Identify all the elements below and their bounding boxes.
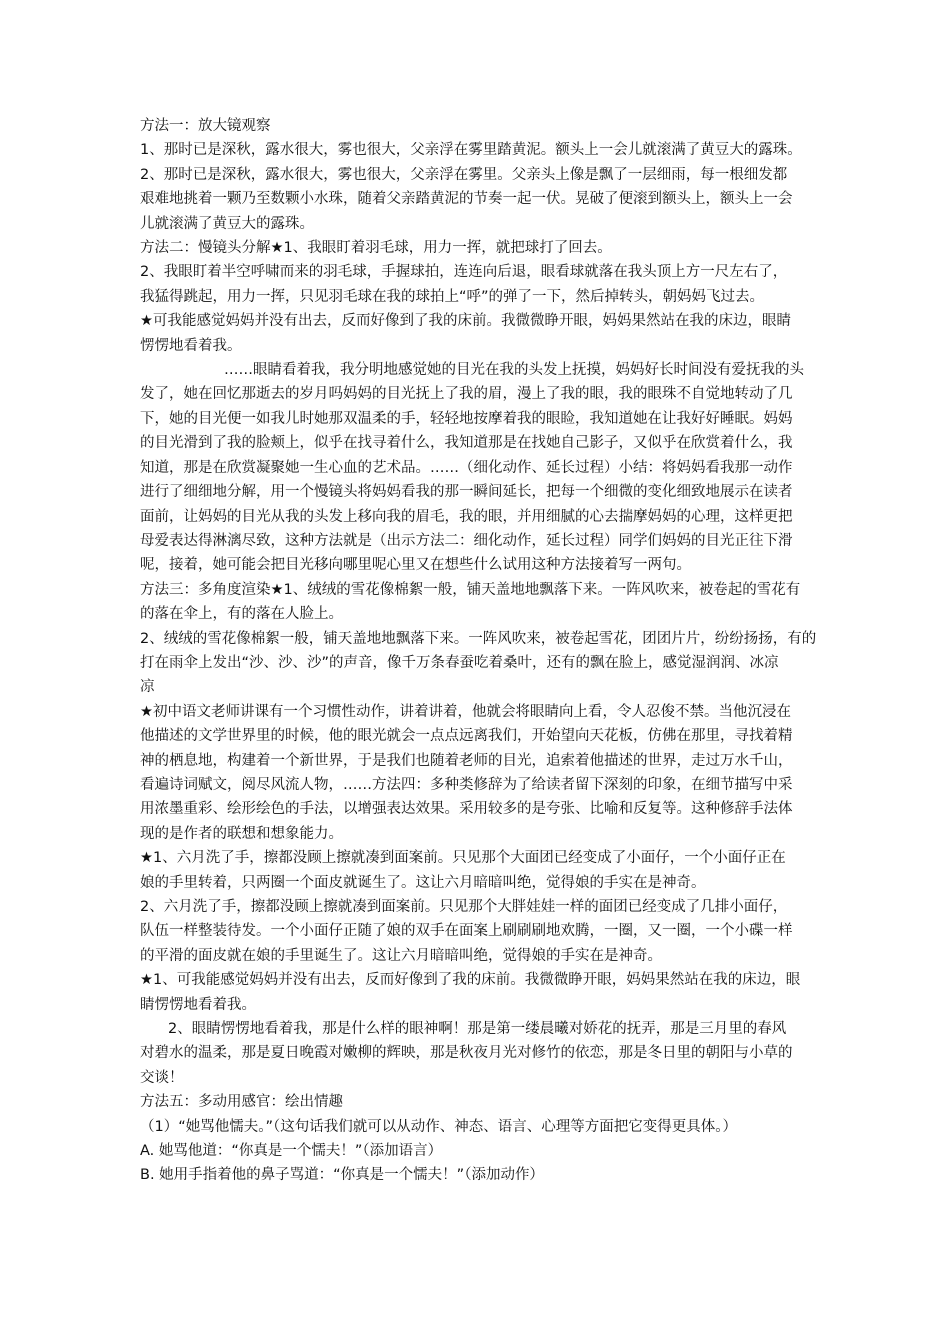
- text-line: 用浓墨重彩、绘形绘色的手法，以增强表达效果。采用较多的是夸张、比喻和反复等。这种修辞手法体: [140, 801, 793, 818]
- text-line: ★1、六月洗了手，擦都没顾上擦就凑到面案前。只见那个大面团已经变成了小面仔，一个小面仔正在: [140, 850, 786, 867]
- heading-method-3: 方法三：多角度渲染★1、绒绒的雪花像棉絮一般，铺天盖地地飘落下来。一阵风吹来，被卷起的雪花有: [140, 581, 801, 598]
- text-line: 发了，她在回忆那逝去的岁月吗妈妈的目光抚上了我的眉，漫上了我的眼，我的眼珠不自觉地转动了几: [140, 386, 793, 403]
- text-line: 他描述的文学世界里的时候，他的眼光就会一点点远离我们，开始望向天花板，仿佛在那里，寻找着精: [140, 728, 793, 745]
- text-line: 下，她的目光便一如我儿时她那双温柔的手，轻轻地按摩着我的眼睑，我知道她在让我好好睡眠。妈妈: [140, 410, 793, 427]
- document-body: [140, 114, 820, 1188]
- text-line: ……眼睛看着我，我分明地感觉她的目光在我的头发上抚摸，妈妈好长时间没有爱抚我的头: [224, 362, 804, 379]
- text-line: 看遍诗词赋文，阅尽风流人物，……方法四：多种类修辞为了给读者留下深刻的印象，在细节描写中采: [140, 776, 793, 793]
- text-line: ★可我能感觉妈妈并没有出去，反而好像到了我的床前。我微微睁开眼，妈妈果然站在我的床边，眼睛: [140, 313, 791, 330]
- text-line: 娘的手里转着，只两圈一个面皮就诞生了。这让六月暗暗叫绝，觉得娘的手实在是神奇。: [140, 874, 706, 891]
- text-line: 艰难地挑着一颗乃至数颗小水珠，随着父亲踏黄泥的节奏一起一伏。晃破了便滚到额头上，额头上一会: [140, 191, 793, 208]
- text-line: 2、绒绒的雪花像棉絮一般，铺天盖地地飘落下来。一阵风吹来，被卷起雪花，团团片片，纷纷扬扬，有的: [140, 630, 817, 647]
- text-line: 2、六月洗了手，擦都没顾上擦就凑到面案前。只见那个大胖娃娃一样的面团已经变成了几排小面仔，: [140, 899, 788, 915]
- text-line: 面前，让妈妈的目光从我的头发上移向我的眉毛，我的眼，并用细腻的心去揣摩妈妈的心理，这样更把: [140, 508, 793, 525]
- text-line: 知道，那是在欣赏凝聚她一生心血的艺术品。……（细化动作、延长过程）小结：将妈妈看我那一动作: [140, 459, 793, 476]
- text-line: 2、眼睛愣愣地看着我，那是什么样的眼神啊！那是第一缕晨曦对娇花的抚弄，那是三月里的春风: [168, 1021, 787, 1038]
- text-line: 的落在伞上，有的落在人脸上。: [140, 606, 343, 623]
- text-line: 呢，接着，她可能会把目光移向哪里呢心里又在想些什么试用这种方法接着写一两句。: [140, 557, 691, 574]
- text-line: 我猛得跳起，用力一挥，只见羽毛球在我的球拍上“呼”的弹了一下，然后掉转头，朝妈妈飞过去。: [140, 288, 765, 305]
- heading-method-5: 方法五：多动用感官：绘出情趣: [140, 1094, 343, 1111]
- option-a: A. 她骂他道：“你真是一个懦夫！”（添加语言）: [140, 1143, 443, 1160]
- text-line: 2、我眼盯着半空呼啸而来的羽毛球，手握球拍，连连向后退，眼看球就落在我头顶上方一尺左右了，: [140, 264, 788, 281]
- text-line: 队伍一样整装待发。一个小面仔正随了娘的双手在面案上刷刷刷地欢腾，一圈，又一圈，一个小碟一样: [140, 923, 793, 940]
- heading-method-2: 方法二：慢镜头分解★1、我眼盯着羽毛球，用力一挥，就把球打了回去。: [140, 240, 612, 257]
- text-line: 的目光滑到了我的脸颊上，似乎在找寻着什么，我知道那是在找她自己影子，又似乎在欣赏着什么，我: [140, 435, 793, 452]
- heading-method-1: 方法一：放大镜观察: [140, 118, 271, 134]
- text-line: 凉: [140, 679, 155, 696]
- text-line: 进行了细细地分解，用一个慢镜头将妈妈看我的那一瞬间延长，把每一个细微的变化细致地展示在读者: [140, 484, 793, 501]
- text-line: ★1、可我能感觉妈妈并没有出去，反而好像到了我的床前。我微微睁开眼，妈妈果然站在我的床边，眼: [140, 972, 801, 989]
- text-line: 交谈！: [140, 1069, 184, 1086]
- text-line: （1）“她骂他懦夫。”（这句话我们就可以从动作、神态、语言、心理等方面把它变得更具体。）: [140, 1118, 737, 1135]
- text-line: 母爱表达得淋漓尽致，这种方法就是（出示方法二：细化动作，延长过程）同学们妈妈的目光正往下滑: [140, 532, 793, 549]
- text-line: 愣愣地看着我。: [140, 337, 242, 354]
- text-line: 神的栖息地，构建着一个新世界，于是我们也随着老师的目光，追索着他描述的世界，走过万水千山，: [140, 752, 793, 769]
- text-line: ★初中语文老师讲课有一个习惯性动作，讲着讲着，他就会将眼睛向上看，令人忍俊不禁。当他沉浸在: [140, 703, 791, 720]
- text-line: 对碧水的温柔，那是夏日晚霞对嫩柳的辉映，那是秋夜月光对修竹的依恋，那是冬日里的朝阳与小草的: [140, 1045, 793, 1062]
- option-b: B. 她用手指着他的鼻子骂道：“你真是一个懦夫！”（添加动作）: [140, 1167, 544, 1184]
- text-line: 现的是作者的联想和想象能力。: [140, 825, 343, 842]
- text-line: 的平滑的面皮就在娘的手里诞生了。这让六月暗暗叫绝，觉得娘的手实在是神奇。: [140, 947, 662, 964]
- text-line: 2、那时已是深秋，露水很大，雾也很大，父亲浮在雾里。父亲头上像是飘了一层细雨，每一根细发都: [140, 166, 788, 183]
- text-line: 儿就滚满了黄豆大的露珠。: [140, 215, 314, 232]
- text-line: 1、那时已是深秋，露水很大，雾也很大，父亲浮在雾里踏黄泥。额头上一会儿就滚满了黄豆大的露珠。: [140, 142, 802, 159]
- text-line: 打在雨伞上发出“沙、沙、沙”的声音，像千万条春蚕吃着桑叶，还有的飘在脸上，感觉湿润润、冰凉: [140, 654, 779, 671]
- text-line: 睛愣愣地看着我。: [140, 996, 256, 1013]
